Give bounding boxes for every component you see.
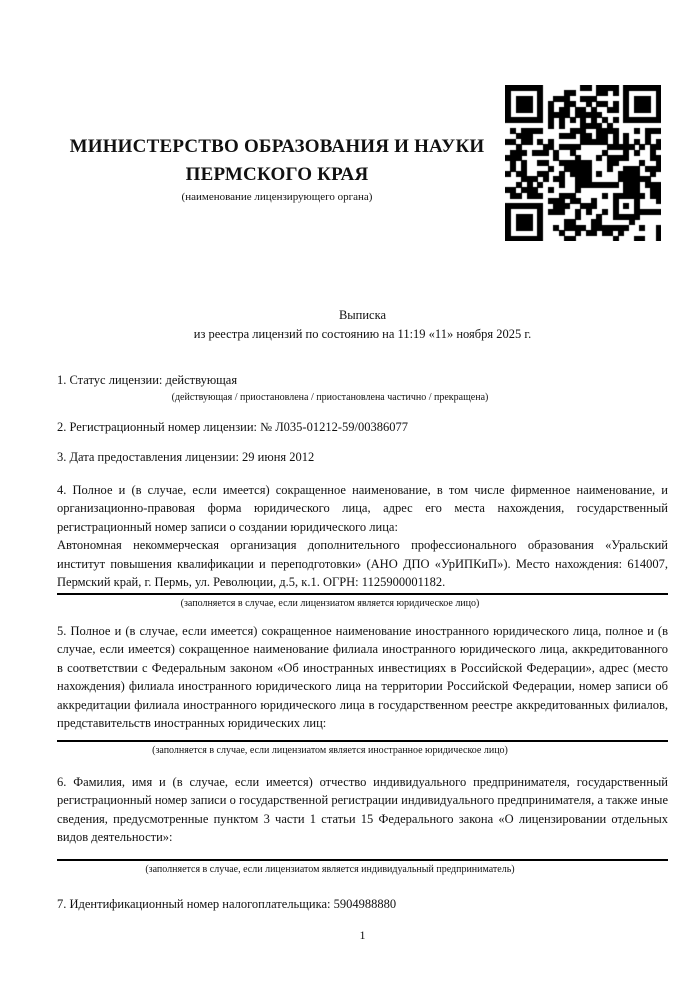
document-title [57, 306, 668, 343]
item-legal-entity-note: (заполняется в случае, если лицензиатом является юридическое лицо) [180, 597, 480, 609]
authority-name-line1: МИНИСТЕРСТВО ОБРАЗОВАНИЯ И НАУКИ [69, 136, 485, 157]
item-legal-entity-value: Автономная некоммерческая организация дополнительного профессионального образования «Уральский институт повышения квалификации и переподготовки» (АНО ДПО «УрИПКиП»). Место нахождения: 614007, Пермский край, г. Пермь, ул. Революции, д.5, к.1. ОГРН: 1125900001182. [57, 538, 668, 589]
item-legal-entity [57, 481, 668, 592]
item-license-status-note: (действующая / приостановлена / приостановлена частично / прекращена) [171, 391, 489, 403]
item-foreign-entity-label: 5. Полное и (в случае, если имеется) сокращенное наименование иностранного юридического лица, полное и (в случае, если имеется) сокращенное наименование филиала иностранного юридического лица, аккредитованного в соответствии с Федеральным законом «Об иностранных инвестициях в Российской Федерации», адрес (место нахождения) филиала иностранного юридического лица на территории Российской Федерации, номер записи об аккредитации филиала иностранного юридического лица в государственном реестре аккредитованных филиалов, представительств иностранных юридических лиц: [57, 623, 668, 730]
fill-in-line [57, 593, 668, 595]
issuing-authority-header [57, 133, 497, 205]
item-foreign-entity [57, 622, 668, 733]
item-individual-entrepreneur-note: (заполняется в случае, если лицензиатом является индивидуальный предприниматель) [145, 863, 515, 875]
item-registration-number: 2. Регистрационный номер лицензии: № Л035-01212-59/00386077 [57, 419, 408, 434]
item-individual-entrepreneur [57, 773, 668, 847]
fill-in-line [57, 740, 668, 742]
authority-caption: (наименование лицензирующего органа) [181, 191, 373, 203]
title-line1: Выписка [338, 308, 387, 322]
item-license-grant-date: 3. Дата предоставления лицензии: 29 июня 2012 [57, 450, 315, 464]
item-license-status: 1. Статус лицензии: действующая [57, 373, 238, 387]
item-individual-entrepreneur-label: 6. Фамилия, имя и (в случае, если имеется) отчество индивидуального предпринимателя, государственный регистрационный номер записи о государственной регистрации индивидуального предпринимателя, а также иные сведения, предусмотренные пунктом 3 части 1 статьи 15 Федерального закона «О лицензировании отдельных видов деятельности»: [57, 774, 668, 844]
authority-name-line2: ПЕРМСКОГО КРАЯ [185, 164, 369, 185]
item-taxpayer-number: 7. Идентификационный номер налогоплательщика: 5904988880 [57, 896, 397, 911]
document-content [57, 0, 668, 943]
item-legal-entity-label: 4. Полное и (в случае, если имеется) сокращенное наименование, в том числе фирменное наименование, и организационно-правовая форма юридического лица, адрес его места нахождения, государственный регистрационный номер записи о создании юридического лица: [57, 482, 668, 534]
item-foreign-entity-note: (заполняется в случае, если лицензиатом является иностранное юридическое лицо) [152, 744, 508, 756]
title-line2: из реестра лицензий по состоянию на 11:19 «11» ноября 2025 г. [193, 326, 532, 341]
page-number: 1 [359, 928, 366, 942]
fill-in-line [57, 859, 668, 861]
